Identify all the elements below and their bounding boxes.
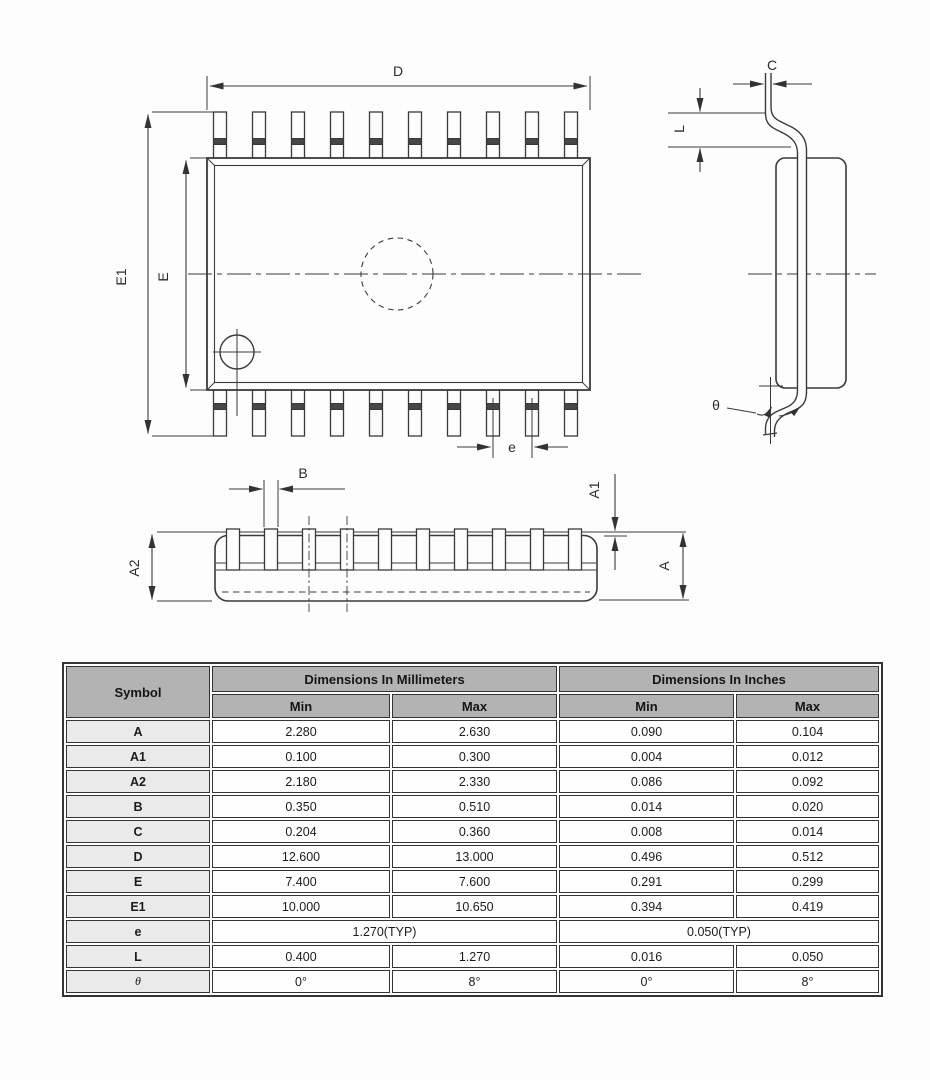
mm-min-header: Min (212, 694, 390, 718)
value-cell: 0.300 (392, 745, 557, 768)
pin (214, 112, 227, 158)
table-row (66, 745, 879, 768)
pin (331, 139, 343, 145)
pin (409, 112, 422, 158)
dim-label-e-body: E (155, 272, 171, 282)
symbol-cell: A2 (66, 770, 210, 793)
pin (370, 139, 382, 145)
value-cell: 0.394 (559, 895, 734, 918)
dimensions-table (62, 662, 883, 997)
symbol-header: Symbol (66, 666, 210, 718)
value-cell: 0.350 (212, 795, 390, 818)
pin (487, 112, 500, 158)
mm-max-header: Max (392, 694, 557, 718)
table-row (66, 895, 879, 918)
pin (409, 139, 421, 145)
value-cell: 0.050 (736, 945, 879, 968)
pin (448, 404, 460, 410)
value-cell: 0° (559, 970, 734, 993)
pin (292, 112, 305, 158)
dim-label-e1: E1 (113, 268, 129, 286)
pin (526, 112, 539, 158)
pin (214, 390, 227, 436)
value-cell: 0.012 (736, 745, 879, 768)
pin (565, 139, 577, 145)
pin (331, 390, 344, 436)
table-row (66, 720, 879, 743)
dim-label-e-pitch: e (508, 439, 516, 455)
dim-label-l: L (671, 125, 687, 133)
symbol-cell: e (66, 920, 210, 943)
value-cell: 0.299 (736, 870, 879, 893)
dim-label-theta: θ (712, 397, 720, 413)
side-view (668, 73, 876, 444)
pin (370, 390, 383, 436)
value-cell: 0.204 (212, 820, 390, 843)
bottom-pins (214, 390, 578, 436)
value-cell: 0° (212, 970, 390, 993)
symbol-cell: E1 (66, 895, 210, 918)
table-row (66, 820, 879, 843)
pin (370, 112, 383, 158)
pin (292, 139, 304, 145)
dim-label-c: C (766, 57, 778, 73)
pin (331, 404, 343, 410)
pin (409, 390, 422, 436)
value-cell: 10.650 (392, 895, 557, 918)
pin (253, 390, 266, 436)
value-cell: 0.086 (559, 770, 734, 793)
value-cell: 0.090 (559, 720, 734, 743)
value-cell: 1.270(TYP) (212, 920, 557, 943)
top-pins (214, 112, 578, 158)
value-cell: 0.014 (559, 795, 734, 818)
value-cell: 10.000 (212, 895, 390, 918)
pin (292, 390, 305, 436)
symbol-cell: A (66, 720, 210, 743)
value-cell: 1.270 (392, 945, 557, 968)
in-min-header: Min (559, 694, 734, 718)
pin (253, 404, 265, 410)
pin (409, 404, 421, 410)
symbol-cell: E (66, 870, 210, 893)
table-row (66, 795, 879, 818)
pin (417, 529, 430, 570)
value-cell: 13.000 (392, 845, 557, 868)
value-cell: 0.496 (559, 845, 734, 868)
pin (331, 112, 344, 158)
inches-header: Dimensions In Inches (559, 666, 879, 692)
pin (487, 139, 499, 145)
pin (455, 529, 468, 570)
pin (565, 112, 578, 158)
value-cell: 8° (736, 970, 879, 993)
value-cell: 2.330 (392, 770, 557, 793)
pin (448, 390, 461, 436)
value-cell: 0.004 (559, 745, 734, 768)
value-cell: 12.600 (212, 845, 390, 868)
mm-header: Dimensions In Millimeters (212, 666, 557, 692)
table-row (66, 920, 879, 943)
value-cell: 7.400 (212, 870, 390, 893)
in-max-header: Max (736, 694, 879, 718)
pin (448, 112, 461, 158)
value-cell: 0.016 (559, 945, 734, 968)
pin (292, 404, 304, 410)
value-cell: 0.014 (736, 820, 879, 843)
value-cell: 0.400 (212, 945, 390, 968)
pin (214, 139, 226, 145)
pin (379, 529, 392, 570)
pin (526, 139, 538, 145)
table-row (66, 970, 879, 993)
symbol-cell: A1 (66, 745, 210, 768)
dim-label-a1: A1 (586, 481, 602, 499)
pin (493, 529, 506, 570)
value-cell: 0.050(TYP) (559, 920, 879, 943)
symbol-cell: C (66, 820, 210, 843)
value-cell: 0.092 (736, 770, 879, 793)
pin (531, 529, 544, 570)
table-header-row (66, 666, 879, 692)
value-cell: 0.419 (736, 895, 879, 918)
pin (569, 529, 582, 570)
pin (253, 139, 265, 145)
top-view (148, 76, 642, 458)
dim-label-d: D (392, 63, 404, 79)
value-cell: 0.020 (736, 795, 879, 818)
value-cell: 0.008 (559, 820, 734, 843)
value-cell: 0.291 (559, 870, 734, 893)
pin (448, 139, 460, 145)
pin (253, 112, 266, 158)
table-row (66, 870, 879, 893)
package-body-side-view (776, 158, 846, 388)
value-cell: 0.100 (212, 745, 390, 768)
pin (265, 529, 278, 570)
value-cell: 0.104 (736, 720, 879, 743)
pin (214, 404, 226, 410)
pin (370, 404, 382, 410)
value-cell: 2.180 (212, 770, 390, 793)
value-cell: 8° (392, 970, 557, 993)
dim-label-b: B (298, 465, 308, 481)
value-cell: 2.280 (212, 720, 390, 743)
value-cell: 0.510 (392, 795, 557, 818)
value-cell: 0.512 (736, 845, 879, 868)
dim-label-a: A (656, 561, 672, 571)
pin (227, 529, 240, 570)
symbol-cell: L (66, 945, 210, 968)
value-cell: 2.630 (392, 720, 557, 743)
dim-label-a2: A2 (126, 559, 142, 577)
symbol-cell: θ (66, 970, 210, 993)
pin (565, 404, 577, 410)
table-row (66, 845, 879, 868)
value-cell: 7.600 (392, 870, 557, 893)
table-row (66, 945, 879, 968)
value-cell: 0.360 (392, 820, 557, 843)
front-view (152, 474, 689, 612)
table-row (66, 770, 879, 793)
symbol-cell: D (66, 845, 210, 868)
pin (565, 390, 578, 436)
symbol-cell: B (66, 795, 210, 818)
